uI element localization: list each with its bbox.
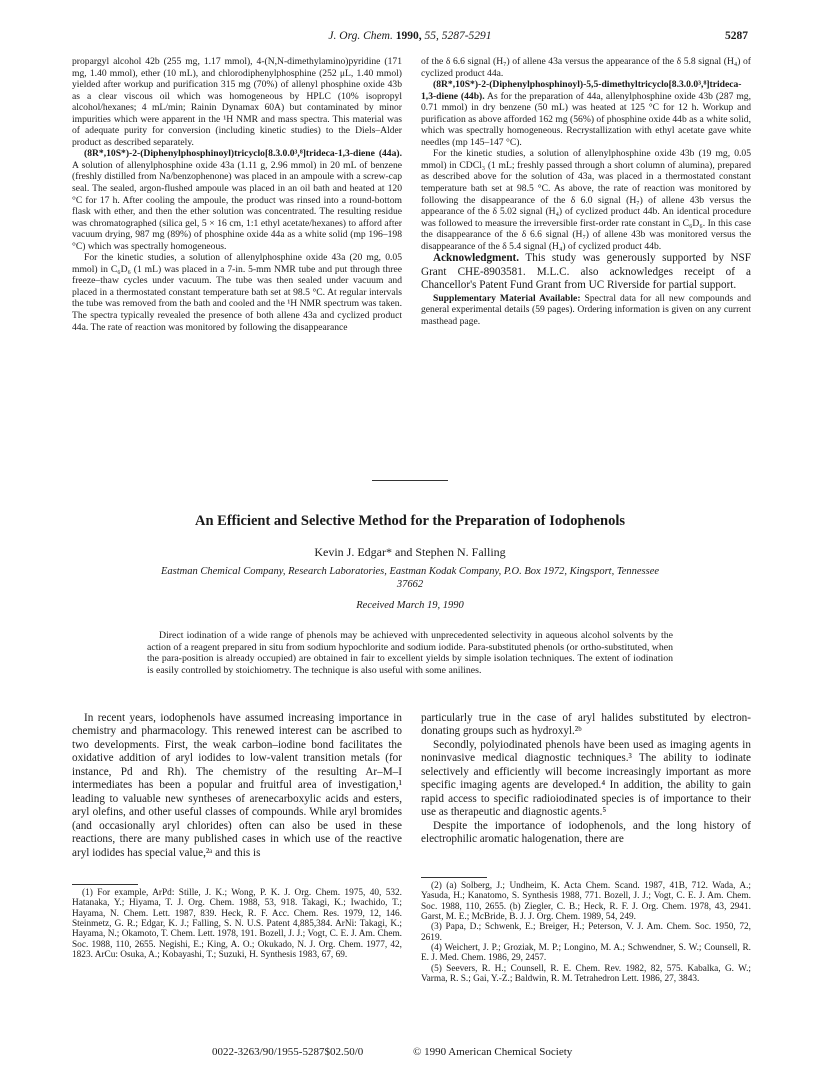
paragraph: (8R*,10S*)-2-(Diphenylphosphinoyl)-5,5-dimethyltricyclo[8.3.0.0³,⁸]trideca-1,3-diene (44b). As for the preparation of 44a, allenylphosphine oxide 43b (287 mg, 0.71 mmol) in dry benzene (50 mL) was heated at 125 °C for 12 h. Workup and purification as above afforded 162 mg (56%) of phosphine oxide 44b as a white solid, which was spectrally homogeneous. Recrystallization with ethyl acetate gave white needles (mp 145–147 °C). xyxy=(421,79,751,148)
paragraph: of the δ 6.6 signal (H₇) of allene 43a versus the appearance of the δ 5.8 signal (H₄) of cyclized product 44a. xyxy=(421,56,751,79)
running-head-citation xyxy=(0,30,820,42)
page-number: 5287 xyxy=(725,30,748,42)
footnote-rule xyxy=(72,884,138,885)
footnote: (2) (a) Solberg, J.; Undheim, K. Acta Chem. Scand. 1987, 41B, 712. Wada, A.; Yasuda, H.; Kanatomo, S. Synthesis 1988, 771. Bozell, J. J.; Vogt, C. E. J. Am. Chem. Soc. 1988, 110, 2655. (b) Ziegler, C. B.; Heck, R. F. J. Org. Chem. 1978, 43, 2941. Garst, M. E.; McBride, B. J. J. Org. Chem. 1989, 54, 249. xyxy=(421,881,751,923)
footnotes-right xyxy=(421,881,751,984)
journal-volume: 55, xyxy=(424,30,439,42)
body-left-column xyxy=(72,712,402,880)
journal-name: J. Org. Chem. xyxy=(328,30,393,42)
paragraph: (8R*,10S*)-2-(Diphenylphosphinoyl)tricyclo[8.3.0.0³,⁸]trideca-1,3-diene (44a). A solution of allenylphosphine oxide 43a (1.11 g, 2.96 mmol) in 20 mL of benzene (freshly distilled from Na/benzophenone) was placed in an ampoule with a screw-cap seal. The sealed, argon-flushed ampoule was placed in an oil bath and heated at 120 °C for 17 h. After cooling the ampoule, the product was rinsed into a round-bottom flask with ether, and then the ether solution was concentrated. The resulting residue was chromatographed (silica gel, 5 × 16 cm, 1:1 ethyl acetate/hexanes) to afford after vacuum drying, 987 mg (89%) of phosphine oxide 44a as a white solid (mp 196–198 °C) which was spectrally homogeneous. xyxy=(72,148,402,252)
journal-year: 1990, xyxy=(395,30,422,42)
footnote-rule xyxy=(421,877,487,878)
article-separator xyxy=(372,480,448,481)
compound-heading: (8R*,10S*)-2-(Diphenylphosphinoyl)-5,5-dimethyltricyclo[8.3.0.0³,⁸]trideca-1,3-diene (44b). xyxy=(421,79,742,102)
acknowledgment-heading: Acknowledgment. xyxy=(433,252,520,265)
abstract: Direct iodination of a wide range of phenols may be achieved with unprecedented selectivity in aqueous alcohol solvents by the action of a reagent prepared in situ from sodium hypochlorite and sodium iodide. Para-substituted phenols (or ortho-substituted, when the para-position is already occupied) are obtained in fair to excellent yields by simple isolation techniques. The extent of iodination is easily controlled by stoichiometry. The technique is also useful with some anilines. xyxy=(147,630,673,677)
footnote: (3) Papa, D.; Schwenk, E.; Breiger, H.; Peterson, V. J. Am. Chem. Soc. 1950, 72, 2619. xyxy=(421,922,751,943)
journal-pages: 5287-5291 xyxy=(441,30,492,42)
footnote: (1) For example, ArPd: Stille, J. K.; Wong, P. K. J. Org. Chem. 1975, 40, 532. Hatanaka, Y.; Hiyama, T. J. Org. Chem. 1988, 53, 918. Takagi, K.; Iwachido, T.; Hayama, N. Chem. Lett. 1987, 839. Heck, R. F. Acc. Chem. Res. 1979, 12, 146. Steinmetz, G. R.; Edgar, K. J.; Falling, S. N. U.S. Patent 4,885,384. ArNi: Takagi, K.; Hayama, N.; Okamoto, T. Chem. Lett. 1978, 191. Bozell, J. J.; Vogt, C. E. J. Am. Chem. Soc. 1988, 110, 2655. Negishi, E.; King, A. O.; Okukado, N. J. Org. Chem. 1977, 42, 1823. ArCu: Osuka, A.; Kobayashi, T.; Suzuki, H. Synthesis 1983, 67, 69. xyxy=(72,888,402,961)
paragraph: propargyl alcohol 42b (255 mg, 1.17 mmol), 4-(N,N-dimethylamino)pyridine (171 mg, 1.40 mmol), ether (10 mL), and chlorodiphenylphosphine (252 μL, 1.40 mmol) yielded after workup and purification 315 mg (70%) of allenyl phosphine oxide 43b as a clear viscous oil which was homogeneous by HPLC (10% isopropyl alcohol/hexanes; 4 mL/min; Rainin Dynamax 60A) but contaminated by minor impurities which were apparent in the ¹H NMR and mass spectra. This material was of adequate purity for conversion (including kinetic studies) to the Diels–Alder product as described separately. xyxy=(72,56,402,148)
top-right-column xyxy=(421,56,751,448)
article-affiliation: Eastman Chemical Company, Research Laboratories, Eastman Kodak Company, P.O. Box 1972, Kingsport, Tennessee 37662 xyxy=(160,566,660,590)
supplementary-material: Supplementary Material Available: Spectral data for all new compounds and general experimental details (59 pages). Ordering information is given on any current masthead page. xyxy=(421,292,751,327)
footnote: (5) Seevers, R. H.; Counsell, R. E. Chem. Rev. 1982, 82, 575. Kabalka, G. W.; Varma, R. S.; Gai, Y.-Z.; Baldwin, R. M. Tetrahedron Lett. 1986, 27, 3843. xyxy=(421,963,751,985)
running-head xyxy=(0,30,820,46)
top-left-column xyxy=(72,56,402,448)
compound-heading: (8R*,10S*)-2-(Diphenylphosphinoyl)tricyclo[8.3.0.0³,⁸]trideca-1,3-diene (44a). xyxy=(84,148,402,160)
paragraph: particularly true in the case of aryl halides substituted by electron-donating groups such as hydroxyl.²ᵇ xyxy=(421,712,751,738)
paragraph: For the kinetic studies, a solution of allenylphosphine oxide 43a (20 mg, 0.05 mmol) in C₆D₆ (1 mL) was placed in a 7-in. 5-mm NMR tube and put through three freeze–thaw cycles under vacuum. The tube was then sealed under vacuum and placed in a thermostated constant temperature bath set at 98.5 °C. At regular intervals the tube was removed from the bath and cooled and the ¹H NMR spectrum was taken. The spectra typically revealed the presence of both allene 43a and cyclized product 44a. The rate of reaction was monitored by following the disappearance xyxy=(72,252,402,333)
paragraph: For the kinetic studies, a solution of allenylphosphine oxide 43b (19 mg, 0.05 mmol) in CDCl₃ (1 mL; freshly passed through a short column of alumina), prepared as described above for the solution of 43a, was placed in a thermostated constant temperature bath set at 98.5 °C. As above, the rate of reaction was monitored by following the disappearance of the δ 6.0 signal (H₇) of allene 43b versus the appearance of the δ 5.02 signal (H₄) of cyclized product 44b. An identical procedure was followed to measure the irreversible first-order rate constant in C₆D₆. In this case the disappearance of the δ 6.6 signal (H₇) of allene 43b was monitored versus the disappearance of the δ 5.4 signal (H₄) of cyclized product 44b. xyxy=(421,148,751,252)
issn-code: 0022-3263/90/1955-5287$02.50/0 xyxy=(212,1046,364,1058)
supplementary-heading: Supplementary Material Available: xyxy=(433,292,581,304)
paragraph: In recent years, iodophenols have assumed increasing importance in chemistry and pharmacology. This renewed interest can be ascribed to two developments. First, the weak carbon–iodine bond facilitates the oxidative addition of aryl iodides to low-valent transition metals (for instance, Pd and Rh). The chemistry of the resulting Ar–M–I intermediates has been a popular and fruitful area of investigation,¹ leading to valuable new syntheses of arenecarboxylic acids and esters, aryl olefins, and other useful classes of compounds. While aryl bromides (and occasionally aryl chlorides) often can also be used in these reactions, there are many published cases in which use of the reactive aryl iodides has special value,²ᵃ and this is xyxy=(72,712,402,859)
footnotes-left xyxy=(72,888,402,960)
footnote: (4) Weichert, J. P.; Groziak, M. P.; Longino, M. A.; Schwendner, S. W.; Counsell, R. E. J. Med. Chem. 1986, 29, 2457. xyxy=(421,943,751,964)
body-right-column xyxy=(421,712,751,872)
acknowledgment: Acknowledgment. This study was generously supported by NSF Grant CHE-8903581. M.L.C. also acknowledges receipt of a Chancellor's Patent Fund Grant from UC Riverside for partial support. xyxy=(421,252,751,292)
copyright: © 1990 American Chemical Society xyxy=(413,1046,573,1058)
article-authors: Kevin J. Edgar* and Stephen N. Falling xyxy=(314,545,506,559)
received-date: Received March 19, 1990 xyxy=(356,600,464,611)
paragraph: Despite the importance of iodophenols, and the long history of electrophilic aromatic halogenation, there are xyxy=(421,819,751,846)
article-title: An Efficient and Selective Method for the Preparation of Iodophenols xyxy=(194,513,625,529)
paragraph: Secondly, polyiodinated phenols have been used as imaging agents in noninvasive medical diagnostic techniques.³ The ability to iodinate selectively and efficiently will become increasingly important as more specific imaging agents are developed.⁴ In addition, the ability to gain rapid access to specific radioiodinated species is of importance to their use as therapeutic and diagnostic agents.⁵ xyxy=(421,738,751,819)
